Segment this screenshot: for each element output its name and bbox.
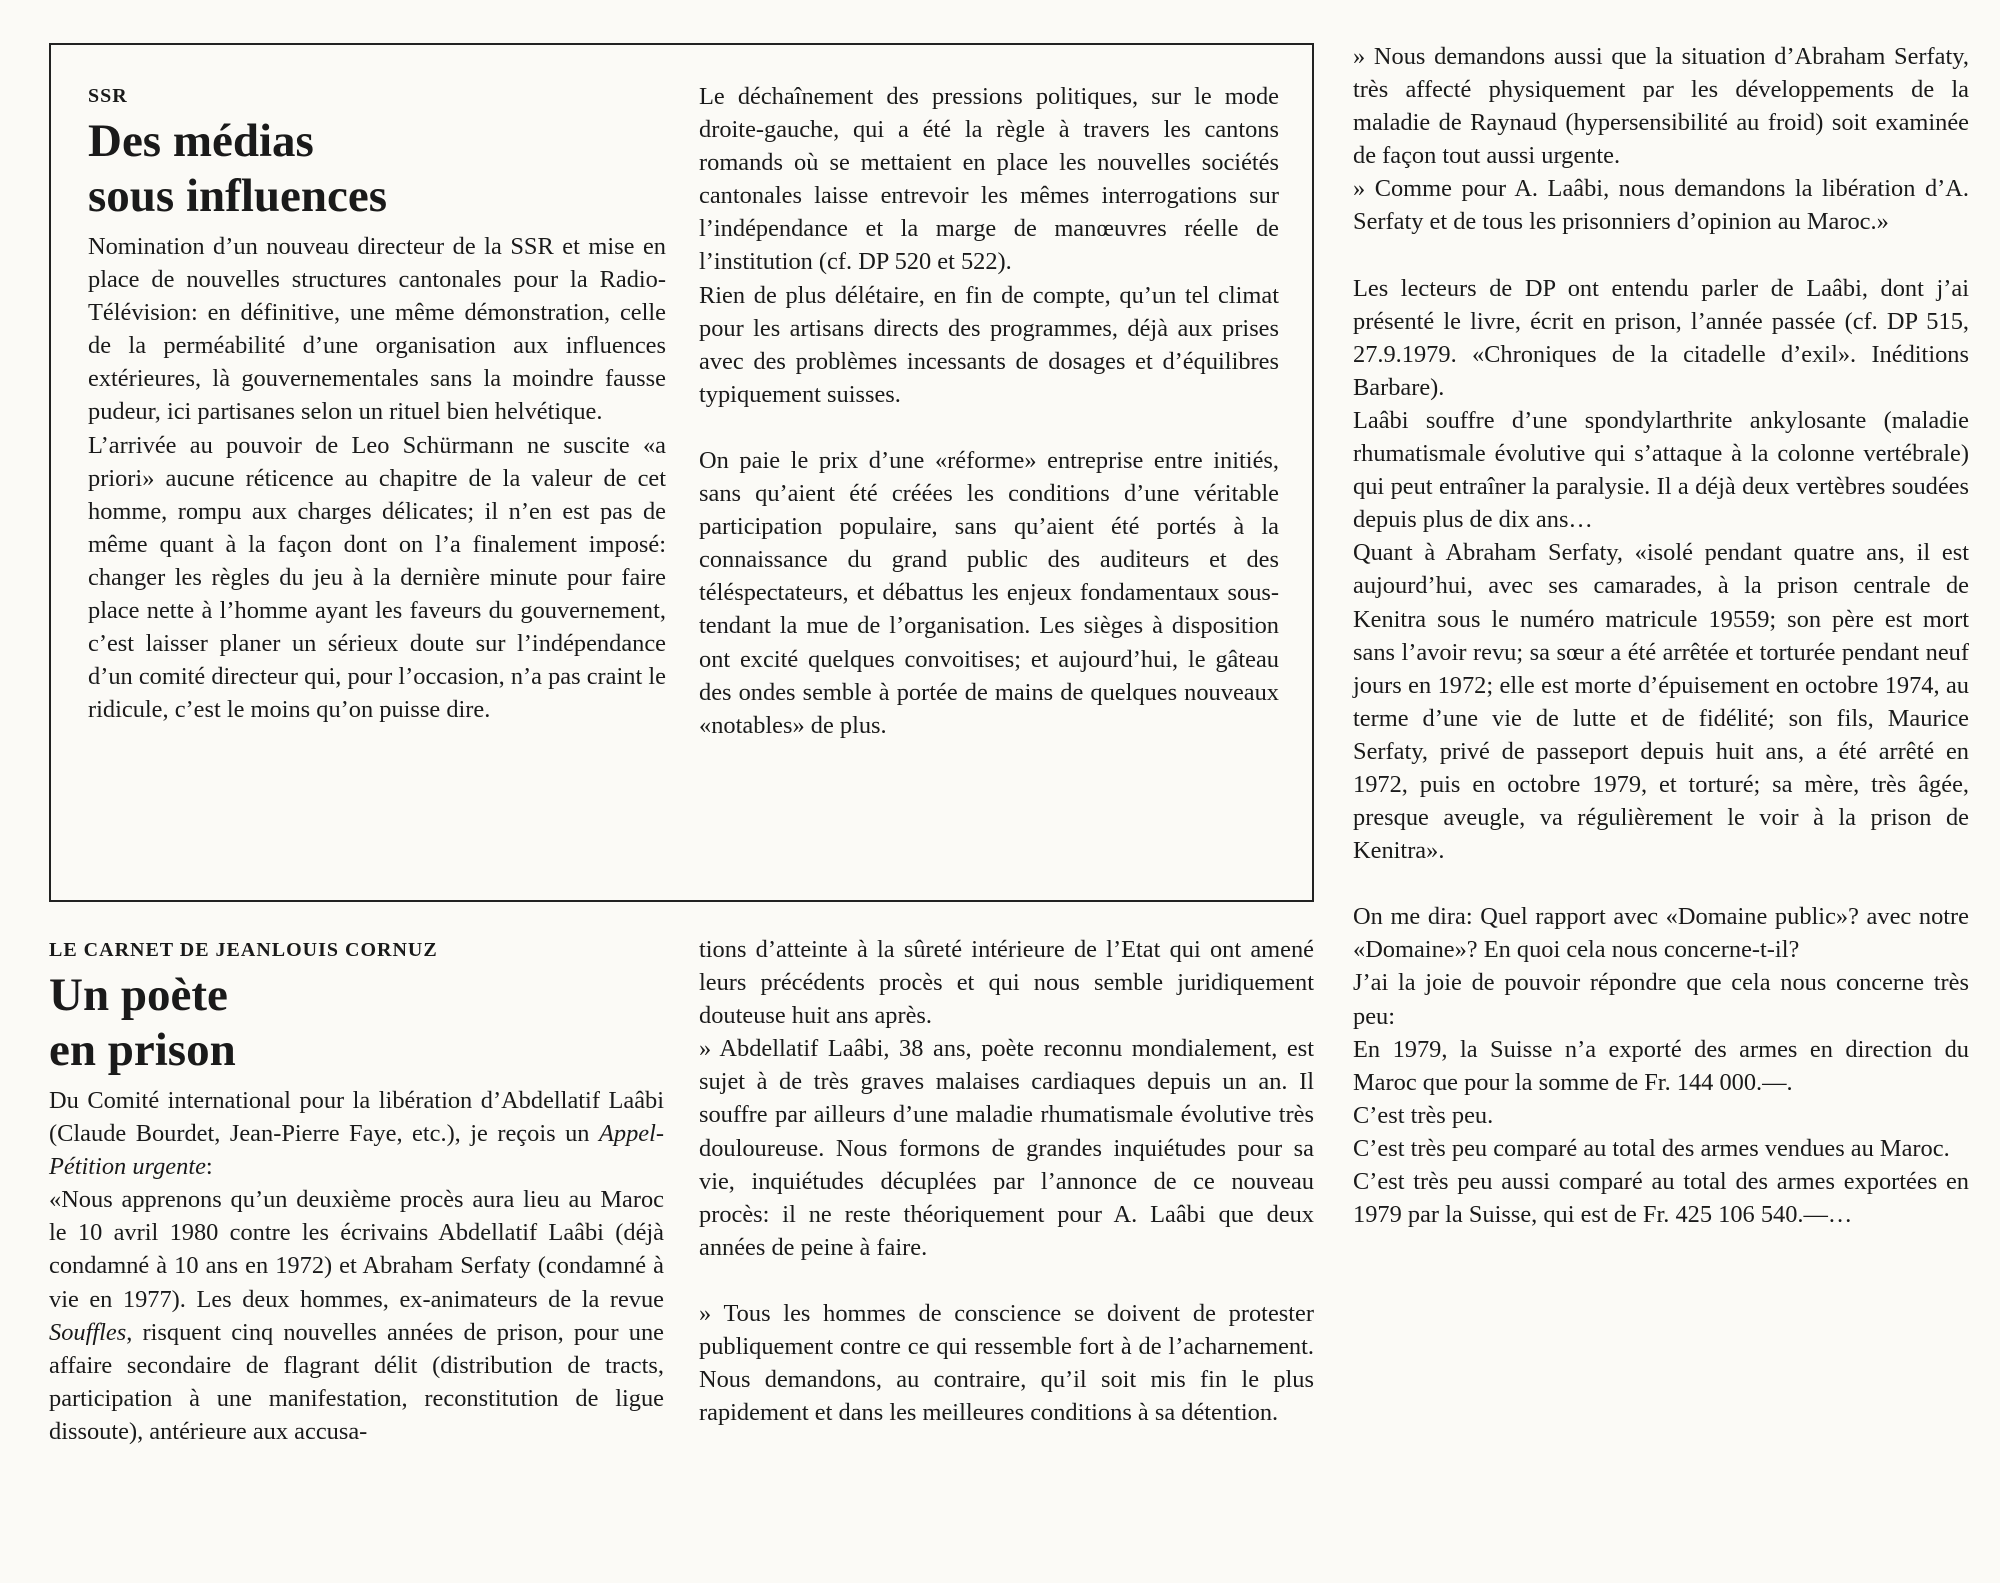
carnet-paragraph: Quant à Abraham Serfaty, «isolé pendant quatre ans, il est aujourd’hui, avec ses camarades, à la prison centrale de Kenitra sous le numéro matricule 19559; son père est mort sans l’avoir revu; sa sœur a été arrêtée et torturée pendant neuf jours en 1972; elle est morte d’épuisement en octobre 1974, au terme d’une vie de lutte et de fidélité; son fils, Maurice Serfaty, privé de passeport depuis huit ans, a été arrêté en 1972, puis en octobre 1979, et torturé; sa mère, très âgée, presque aveugle, va régulièrement le voir à la prison de Kenitra». [1353,539,1969,865]
ssr-kicker: SSR [88,85,128,107]
carnet-column-1 [49,936,664,1448]
ssr-headline-line2: sous influences [88,170,388,222]
carnet-paragraph: Laâbi souffre d’une spondylarthrite ankylosante (maladie rhumatismale évolutive qui s’attaque à la colonne vertébrale) qui peut entraîner la paralysie. Il a déjà deux vertèbres soudées depuis plus de dix ans… [1353,406,1969,534]
carnet-paragraph: C’est très peu aussi comparé au total des armes exportées en 1979 par la Suisse, qui est de Fr. 425 106 540.—… [1353,1168,1969,1229]
carnet-paragraph: Les lecteurs de DP ont entendu parler de Laâbi, dont j’ai présenté le livre, écrit en prison, l’année passée (cf. DP 515, 27.9.1979. «Chroniques de la citadelle d’exil». Inéditions Barbare). [1353,274,1969,401]
carnet-paragraph: C’est très peu comparé au total des armes vendues au Maroc. [1353,1134,1950,1162]
carnet-paragraph: tions d’atteinte à la sûreté intérieure de l’Etat qui ont amené leurs précédents procès et qui nous semble juridiquement douteuse huit ans après. [699,936,1314,1030]
ssr-column-2 [699,80,1279,742]
carnet-paragraph: » Abdellatif Laâbi, 38 ans, poète reconnu mondialement, est sujet à de très graves malaises cardiaques depuis un an. Il souffre par ailleurs d’une maladie rhumatismale évolutive très douloureuse. Nous formons de grandes inquiétudes pour sa vie, inquiétudes décuplées par l’annonce de ce nouveau procès: il ne reste théoriquement pour A. Laâbi que deux années de peine à faire. [699,1035,1314,1261]
ssr-column-1 [88,82,666,726]
ssr-paragraph: Nomination d’un nouveau directeur de la SSR et mise en place de nouvelles structures cantonales pour la Radio-Télévision: en définitive, une même démonstration, celle de la perméabilité d’une organisation aux influences extérieures, là gouvernementales sans la moindre fausse pudeur, ici partisanes selon un rituel bien helvétique. [88,233,666,426]
ssr-paragraph: Rien de plus délétaire, en fin de compte, qu’un tel climat pour les artisans directs des programmes, déjà aux prises avec des problèmes incessants de dosages et d’équilibres typiquement suisses. [699,281,1279,408]
ssr-paragraph: L’arrivée au pouvoir de Leo Schürmann ne suscite «a priori» aucune réticence au chapitre de la valeur de cet homme, rompu aux charges délicates; il n’en est pas de même quant à la façon dont on l’a finalement imposé: changer les règles du jeu à la dernière minute pour faire place nette à l’homme ayant les faveurs du gouvernement, c’est laisser planer un sérieux doute sur l’indépendance d’un comité directeur qui, pour l’occasion, n’a pas craint le ridicule, c’est le moins qu’on puisse dire. [88,431,666,724]
carnet-paragraph: » Tous les hommes de conscience se doivent de protester publiquement contre ce qui ressemble fort à de l’acharnement. Nous demandons, au contraire, qu’il soit mis fin le plus rapidement et dans les meilleures conditions à sa détention. [699,1299,1314,1427]
carnet-kicker: LE CARNET DE JEANLOUIS CORNUZ [49,939,438,961]
carnet-paragraph: C’est très peu. [1353,1101,1494,1129]
carnet-headline-line2: en prison [49,1024,236,1076]
review-title: Souffles [49,1318,127,1346]
ssr-headline [88,114,666,224]
carnet-headline-line1: Un poète [49,969,228,1021]
carnet-column-3 [1353,40,1969,1231]
carnet-paragraph: » Nous demandons aussi que la situation d’Abraham Serfaty, très affecté physiquement par les développements de la maladie de Raynaud (hypersensibilité au froid) soit examinée de façon tout aussi urgente. [1353,43,1969,170]
carnet-paragraph: J’ai la joie de pouvoir répondre que cela nous concerne très peu: [1353,969,1969,1030]
ssr-paragraph: Le déchaînement des pressions politiques, sur le mode droite-gauche, qui a été la règle à travers les cantons romands où se mettaient en place les nouvelles sociétés cantonales laisse entrevoir les mêmes interrogations sur l’indépendance et la marge de manœuvres réelle de l’institution (cf. DP 520 et 522). [699,83,1279,276]
carnet-column-2 [699,933,1314,1429]
petition-title: Appel-Pétition urgente [49,1120,664,1181]
ssr-headline-line1: Des médias [88,115,314,167]
carnet-paragraph: » Comme pour A. Laâbi, nous demandons la libération d’A. Serfaty et de tous les prisonniers d’opinion au Maroc.» [1353,175,1969,236]
carnet-paragraph: En 1979, la Suisse n’a exporté des armes en direction du Maroc que pour la somme de Fr. 144 000.—. [1353,1035,1969,1096]
carnet-paragraph: «Nous apprenons qu’un deuxième procès aura lieu au Maroc le 10 avril 1980 contre les écrivains Abdellatif Laâbi (déjà condamné à 10 ans en 1972) et Abraham Serfaty (condamné à vie en 1977). Les deux hommes, ex-animateurs de la revue Souffles, risquent cinq nouvelles années de prison, pour une affaire secondaire de flagrant délit (distribution de tracts, participation à une manifestation, reconstitution de ligue dissoute), antérieure aux accusa- [49,1186,664,1445]
carnet-paragraph: On me dira: Quel rapport avec «Domaine public»? avec notre «Domaine»? En quoi cela nous concerne-t-il? [1353,903,1969,964]
carnet-paragraph: Du Comité international pour la libération d’Abdellatif Laâbi (Claude Bourdet, Jean-Pierre Faye, etc.), je reçois un Appel-Pétition urgente: [49,1087,664,1181]
carnet-headline [49,968,664,1078]
ssr-paragraph: On paie le prix d’une «réforme» entreprise entre initiés, sans qu’aient été créées les conditions d’une véritable participation populaire, sans qu’aient été portés à la connaissance du grand public des auditeurs et des téléspectateurs, et débattus les enjeux fondamentaux sous-tendant la mue de l’organisation. Les sièges à disposition ont excité quelques convoitises; et aujourd’hui, le gâteau des ondes semble à portée de mains de quelques nouveaux «notables» de plus. [699,446,1279,739]
